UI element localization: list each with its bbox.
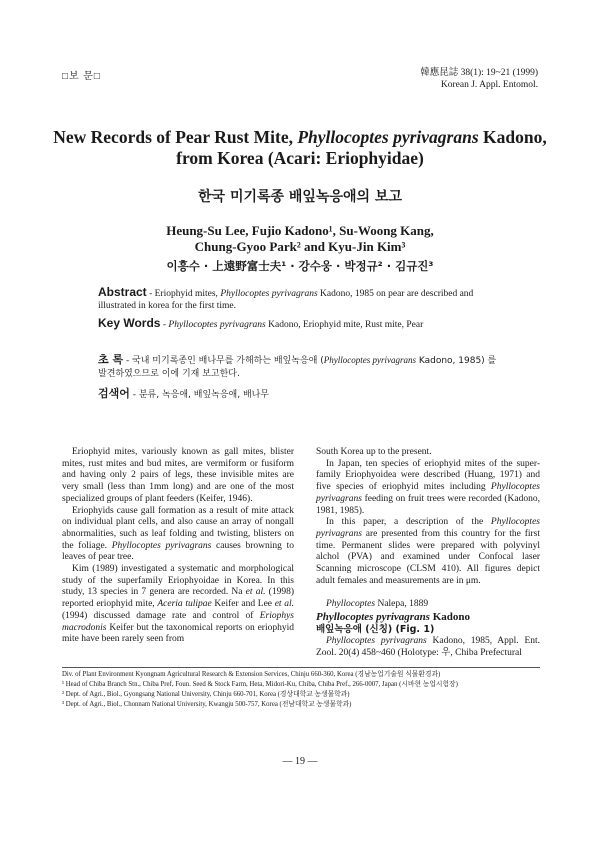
abstract-text-end: Kadono, 1985 on pear are described and illustrated in korea for the first time. <box>98 289 474 311</box>
text: (1998) reported eriophyid mite, <box>62 587 294 610</box>
species-name: Phyllocoptes pyrivagrans <box>316 517 540 539</box>
title-text: New Records of Pear Rust Mite, <box>53 127 298 147</box>
title-species: Phyllocoptes pyrivagrans <box>297 127 479 147</box>
species-heading-name: Phyllocoptes pyrivagrans <box>316 611 430 624</box>
journal-volume: 韓應昆誌 38(1): 19~21 (1999) <box>420 68 538 78</box>
species-name: Phyllocoptes pyrivagrans <box>111 540 212 551</box>
keywords-species: Phyllocoptes pyrivagrans <box>168 320 266 330</box>
et-al: et al. <box>245 587 266 598</box>
body-column-right <box>316 447 540 659</box>
species-name: Phyllocoptes pyrivagrans <box>316 482 540 504</box>
footnotes <box>62 670 542 710</box>
species-name: Eriophys macrodonis <box>62 610 294 633</box>
text: In this paper, a description of the <box>326 517 491 528</box>
korean-keywords-text: - 분류, 녹응애, 배잎녹응애, 배나무 <box>129 390 270 400</box>
abstract-text: - Eriophyid mites, <box>146 289 221 299</box>
genus-name: Phyllocoptes <box>326 599 376 610</box>
genus-author: Nalepa, 1889 <box>375 599 429 610</box>
text: feeding on fruit trees were recorded (Kadono, 1981, 1985). <box>316 493 540 516</box>
footnote: ¹ Head of Chiba Branch Stn., Chiba Pref, Foun. Seed & Stock Farm, Heta, Midori-Ku, Chiba, Chiba Pref., 266-0007, Japan (시바현 농업시험장) <box>62 681 458 688</box>
authors-korean: 이흥수 · 上遠野富士夫¹ · 강수웅 · 박정규² · 김규진³ <box>166 259 434 273</box>
korean-abstract <box>98 353 504 381</box>
footnote: Div. of Plant Environment Kyongnam Agricultural Research & Extension Services, Chinju 660-360, Korea (경남농업기술원 식물환경과) <box>62 671 441 678</box>
korean-keywords <box>98 385 504 401</box>
journal-citation <box>420 67 538 91</box>
paragraph: Eriophyid mites, variously known as gall mites, blister mites, rust mites and bud mites, are vermiform or fusiform and having only 2 pairs of legs, these invisible mites are very small (less than 1mm long) and are one of the most specialized groups of plant feeders (Keifer, 1946). <box>62 447 294 504</box>
abstract-label: Abstract <box>98 285 147 299</box>
text: (1994) discussed damage rate and control of <box>62 610 260 621</box>
footnote: ³ Dept. of Agri., Biol., Chonnam National University, Kwangju 500-757, Korea (전남대학교 농생물학과) <box>62 701 352 708</box>
authors-line1: Heung-Su Lee, Fujio Kadono¹, Su-Woong Kang, <box>166 223 434 238</box>
species-heading-author: Kadono <box>429 611 471 624</box>
keywords-label: Key Words <box>98 316 161 330</box>
text: Keifer and Lee <box>211 599 275 610</box>
paragraph <box>316 459 540 518</box>
citation <box>316 636 540 659</box>
text: are presented from this country for the first time. Permanent slides were prepared with polyvinyl alchol (PVA) and examined under Confocal laser Scanning microscope (CLSM 410). All figures depict adult females and measurements are in μm. <box>316 528 540 586</box>
abstract <box>98 287 504 312</box>
species-korean-name: 배잎녹응애 (신칭) (Fig. 1) <box>316 624 435 636</box>
species-name: Phyllocoptes pyrivagrans <box>326 635 427 646</box>
authors-line2: Chung-Gyoo Park² and Kyu-Jin Kim³ <box>194 239 406 254</box>
paragraph <box>62 564 294 646</box>
text: Keifer but the taxonomical reports on eriophyid mite have been rarely seen from <box>62 622 294 645</box>
title-line2: from Korea (Acari: Eriophyidae) <box>176 148 424 168</box>
page-number: — 19 — <box>282 756 318 767</box>
paragraph: South Korea up to the present. <box>316 447 432 457</box>
text: causes browning to leaves of pear tree. <box>62 540 294 563</box>
genus-line <box>316 599 540 611</box>
citation-text: Kadono, 1985, Appl. Ent. Zool. 20(4) 458~460 (Holotype: 우, Chiba Prefectural <box>316 635 541 658</box>
abstract-species: Phyllocoptes pyrivagrans <box>220 289 318 299</box>
korean-abstract-text: - 국내 미기록종인 배나무를 가해하는 배잎녹응애 ( <box>123 356 324 366</box>
text: In Japan, ten species of eriophyid mites of the super-family Eriophyoidea were described (Huang, 1971) and five species of eriophyid mites including <box>316 458 540 493</box>
footnote-divider <box>62 667 540 668</box>
paragraph <box>316 517 540 587</box>
body-column-left <box>62 447 294 646</box>
korean-abstract-text-end: Kadono, 1985) 를 발견하였으므로 이에 기재 보고한다. <box>98 356 497 379</box>
text: Eriophyids cause gall formation as a result of mite attack on individual plant cells, and also cause an array of nongall abnormalities, such as leaf folding and twisting, blisters on the foliage. <box>62 505 294 551</box>
paper-title <box>40 127 560 169</box>
keywords-dash: - <box>160 320 169 330</box>
authors <box>40 223 560 255</box>
korean-abstract-species: Phyllocoptes pyrivagrans <box>323 355 416 365</box>
text: Kim (1989) investigated a systematic and morphological study of the superfamily Eriophyoidae in Korea. In this study, 13 species in 7 genera are recorded. Na <box>62 564 294 598</box>
keywords-text: Kadono, Eriophyid mite, Rust mite, Pear <box>265 320 424 330</box>
keywords <box>98 318 504 332</box>
paragraph <box>62 506 294 565</box>
species-heading <box>316 611 540 624</box>
section-label: □보 문□ <box>62 71 101 82</box>
korean-title: 한국 미기록종 배잎녹응애의 보고 <box>198 189 402 205</box>
journal-name: Korean J. Appl. Entomol. <box>440 80 538 90</box>
species-name: Aceria tulipae <box>157 599 212 610</box>
korean-abstract-label: 초 록 <box>98 353 124 366</box>
et-al: et al. <box>274 599 294 610</box>
title-text-end: Kadono, <box>478 127 547 147</box>
footnote: ² Dept. of Agri., Biol., Gyongsang National University, Chinju 660-701, Korea (경상대학교 농생물학과) <box>62 691 350 698</box>
korean-keywords-label: 검색어 <box>98 387 130 400</box>
